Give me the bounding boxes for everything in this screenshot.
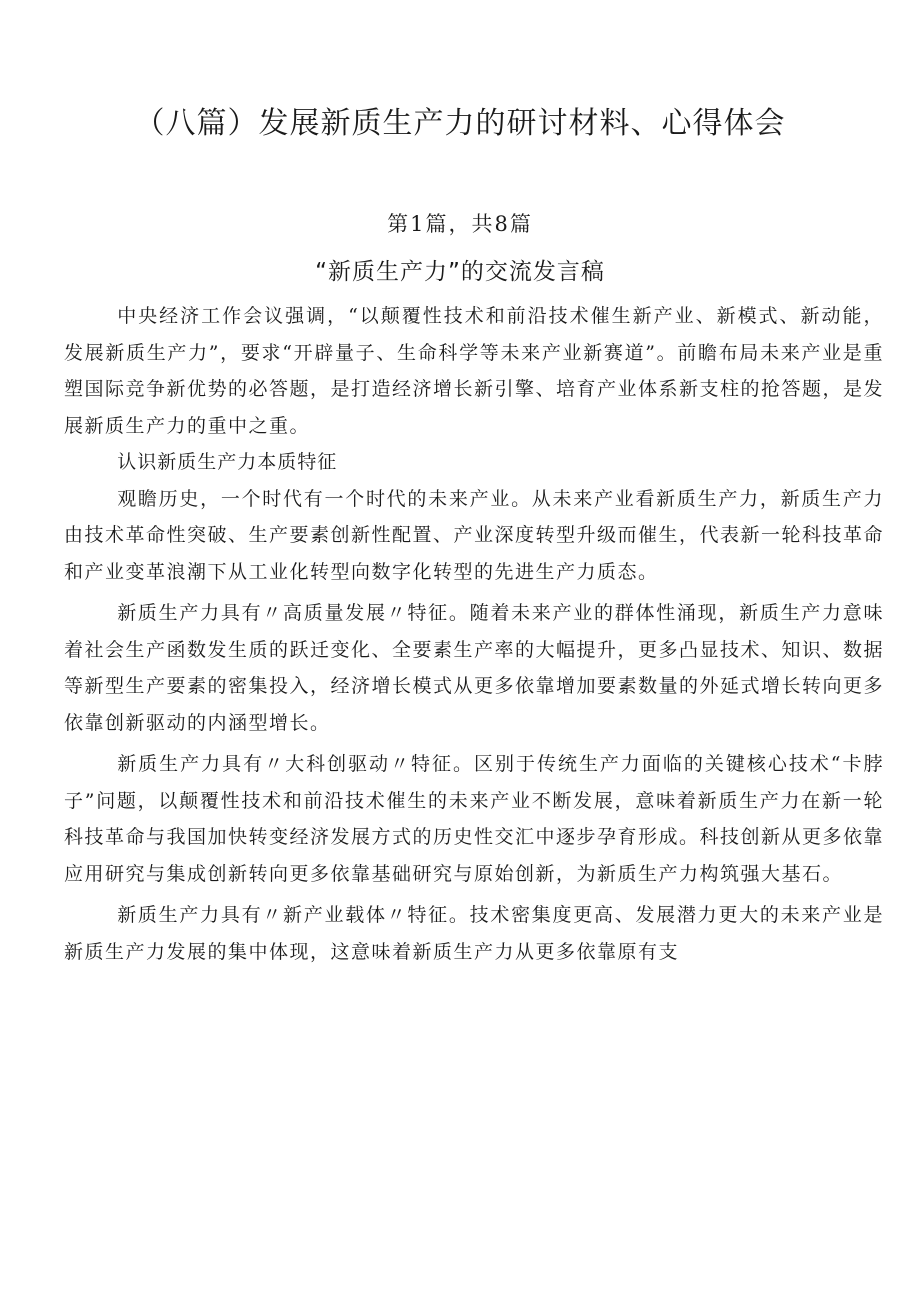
paragraph: 新质生产力具有〃新产业载体〃特征。技术密集度更高、发展潜力更大的未来产业是新质生产力发展的集中体现，这意味着新质生产力从更多依靠原有支 (64, 904, 884, 963)
part-label: 第1篇，共8篇 (387, 212, 533, 236)
body-text (64, 298, 884, 970)
paragraph: 中央经济工作会议强调，“以颠覆性技术和前沿技术催生新产业、新模式、新动能，发展新质生产力”，要求“开辟量子、生命科学等未来产业新赛道”。前瞻布局未来产业是重塑国际竞争新优势的必答题，是打造经济增长新引擎、培育产业体系新支柱的抢答题，是发展新质生产力的重中之重。 (64, 305, 885, 437)
paragraph: 观瞻历史，一个时代有一个时代的未来产业。从未来产业看新质生产力，新质生产力由技术革命性突破、生产要素创新性配置、产业深度转型升级而催生，代表新一轮科技革命和产业变革浪潮下从工业化转型向数字化转型的先进生产力质态。 (64, 487, 885, 583)
paragraph: 新质生产力具有〃大科创驱动〃特征。区别于传统生产力面临的关键核心技术“卡脖子”问题，以颠覆性技术和前沿技术催生的未来产业不断发展，意味着新质生产力在新一轮科技革命与我国加快转变经济发展方式的历史性交汇中逐步孕育形成。科技创新从更多依靠应用研究与集成创新转向更多依靠基础研究与原始创新，为新质生产力构筑强大基石。 (64, 753, 885, 885)
section-title: “新质生产力”的交流发言稿 (315, 259, 605, 285)
paragraph-heading: 认识新质生产力本质特征 (117, 451, 338, 473)
document-title: （八篇）发展新质生产力的研讨材料、心得体会 (134, 106, 786, 141)
paragraph: 新质生产力具有〃高质量发展〃特征。随着未来产业的群体性涌现，新质生产力意味着社会生产函数发生质的跃迁变化、全要素生产率的大幅提升，更多凸显技术、知识、数据等新型生产要素的密集投入，经济增长模式从更多依靠增加要素数量的外延式增长转向更多依靠创新驱动的内涵型增长。 (64, 602, 885, 734)
